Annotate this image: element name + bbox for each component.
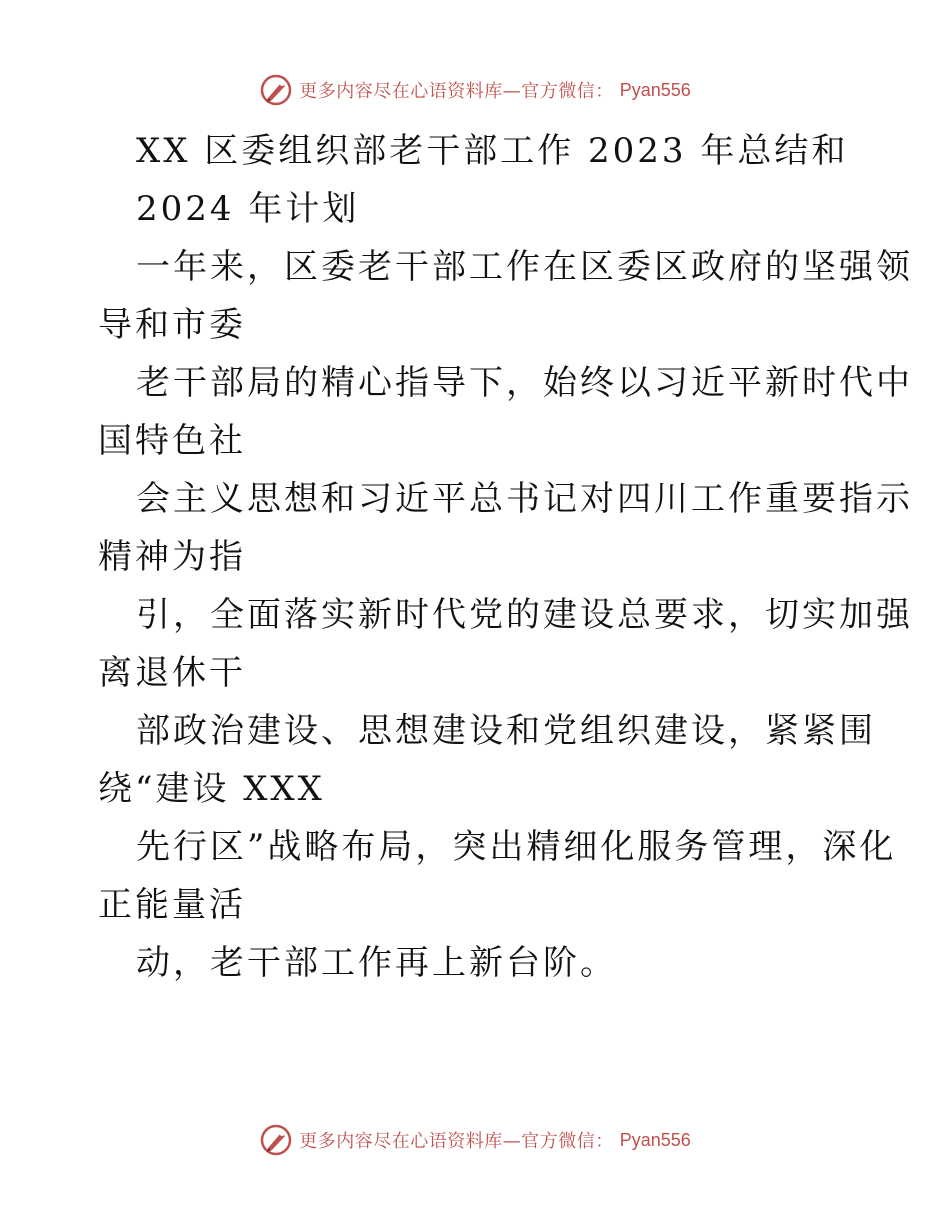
watermark-wechat-id: Pyan556: [619, 1129, 691, 1150]
watermark-wechat-id: Pyan556: [619, 79, 691, 100]
text-line: 导和市委: [98, 305, 246, 345]
document-body: [98, 122, 913, 992]
text-line: 国特色社: [98, 421, 246, 461]
text-line: 离退休干: [98, 653, 246, 693]
text-line: XX 区委组织部老干部工作 2023 年总结和: [136, 131, 849, 171]
watermark-text: 更多内容尽在心语资料库—官方微信：: [299, 81, 614, 102]
text-line: 引，全面落实新时代党的建设总要求，切实加强: [136, 595, 913, 635]
text-line: 正能量活: [98, 885, 246, 925]
pen-logo-icon: [259, 1123, 293, 1157]
text-line: 先行区”战略布局，突出精细化服务管理，深化: [136, 827, 897, 867]
text-line: 精神为指: [98, 537, 246, 577]
watermark-text: 更多内容尽在心语资料库—官方微信：: [299, 1131, 614, 1152]
text-line: 老干部局的精心指导下，始终以习近平新时代中: [136, 363, 913, 403]
text-line: 2024 年计划: [136, 189, 360, 229]
header-watermark: [0, 70, 950, 110]
text-line: 会主义思想和习近平总书记对四川工作重要指示: [136, 479, 913, 519]
pen-logo-icon: [259, 73, 293, 107]
footer-watermark: [0, 1120, 950, 1160]
text-line: 一年来，区委老干部工作在区委区政府的坚强领: [136, 247, 913, 287]
text-line: 部政治建设、思想建设和党组织建设，紧紧围: [136, 711, 876, 751]
text-line: 动，老干部工作再上新台阶。: [136, 943, 617, 983]
text-line: 绕“建设 XXX: [98, 769, 325, 809]
